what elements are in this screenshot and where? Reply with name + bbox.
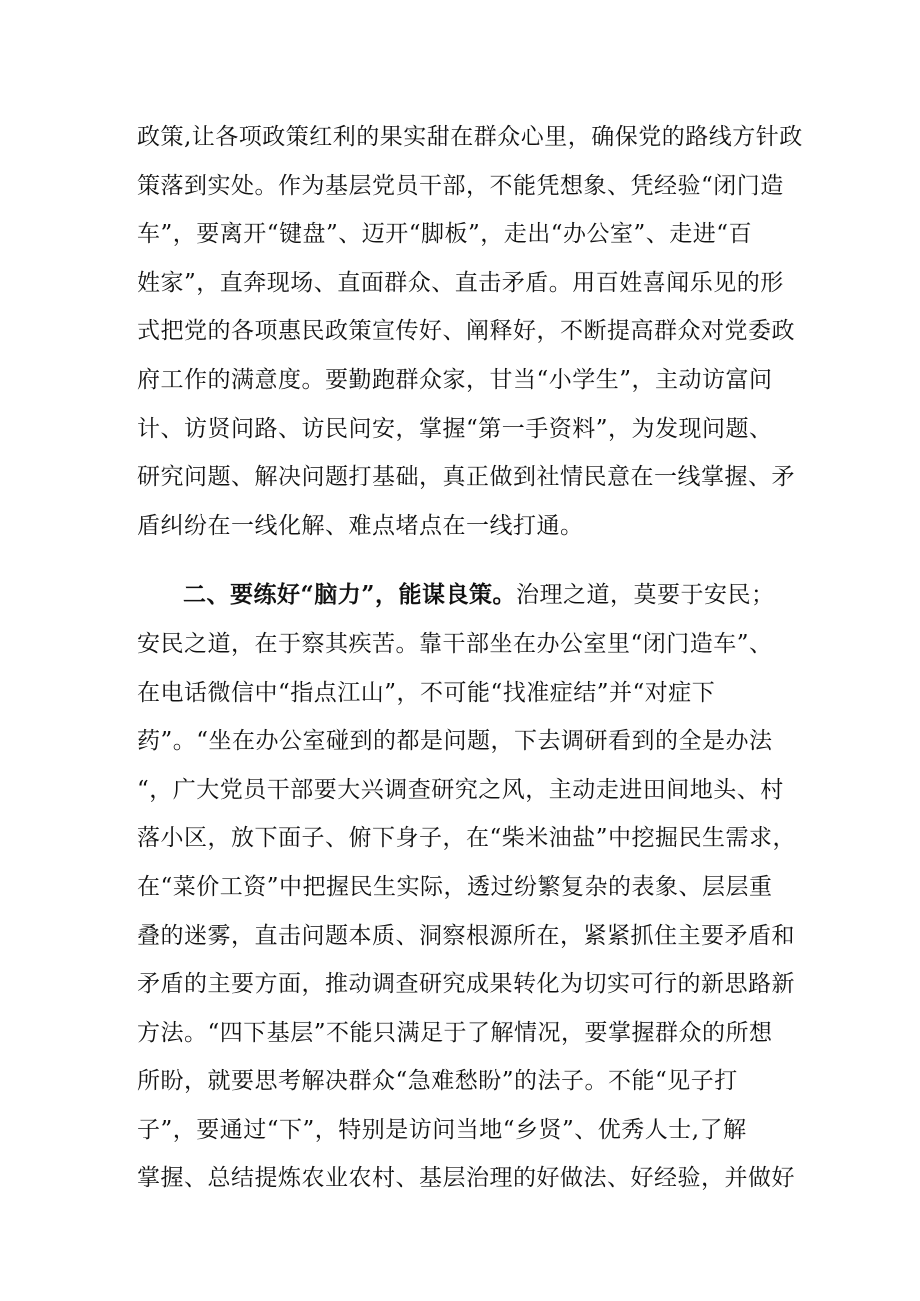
section-heading: 二、要练好“脑力”，能谋良策。 xyxy=(183,581,516,609)
heading-continuation: 治理之道，莫要于安民； xyxy=(515,582,775,609)
text-line: 子”，要通过“下”，特别是访问当地“乡贤”、优秀人士,了解 xyxy=(137,1116,747,1143)
text-line: 盾纠纷在一线化解、难点堵点在一线打通。 xyxy=(137,512,584,539)
text-line: 所盼，就要思考解决群众“急难愁盼”的法子。不能“见子打 xyxy=(137,1068,738,1095)
text-line: 计、访贤问路、访民问安，掌握“第一手资料”，为发现问题、 xyxy=(137,415,773,442)
text-line: 安民之道，在于察其疾苦。靠干部坐在办公室里“闭门造车”、 xyxy=(137,630,773,657)
text-line: 矛盾的主要方面，推动调查研究成果转化为切实可行的新思路新 xyxy=(137,971,795,998)
text-line: 药”。“坐在办公室碰到的都是问题，下去调研看到的全是办法 xyxy=(137,728,773,755)
document-body xyxy=(137,113,803,1203)
text-line: 策落到实处。作为基层党员干部，不能凭想象、凭经验“闭门造 xyxy=(137,172,784,199)
text-line-first xyxy=(137,571,797,620)
paragraph-spacer xyxy=(137,550,797,571)
text-line: 政策,让各项政策红利的果实甜在群众心里，确保党的路线方针政 xyxy=(137,124,803,150)
text-line: 姓家”，直奔现场、直面群众、直击矛盾。用百姓喜闻乐见的形 xyxy=(137,269,784,296)
paragraph-1 xyxy=(137,113,803,550)
text-line: 在电话微信中“指点江山”，不可能“找准症结”并“对症下 xyxy=(137,679,716,706)
text-line: 车”，要离开“键盘”、迈开“脚板”，走出“办公室”、走进“百 xyxy=(137,221,753,248)
text-line: 府工作的满意度。要勤跑群众家，甘当“小学生”，主动访富问 xyxy=(137,366,773,393)
text-line: 落小区，放下面子、俯下身子，在“柴米油盐”中挖掘民生需求， xyxy=(137,825,797,852)
text-line: 研究问题、解决问题打基础，真正做到社情民意在一线掌握、矛 xyxy=(137,464,795,491)
text-line: 在“菜价工资”中把握民生实际，透过纷繁复杂的表象、层层重 xyxy=(137,873,773,900)
text-line: 式把党的各项惠民政策宣传好、阐释好，不断提高群众对党委政 xyxy=(137,318,795,345)
text-line: 掌握、总结提炼农业农村、基层治理的好做法、好经验，并做好 xyxy=(137,1165,795,1192)
text-line: “，广大党员干部要大兴调查研究之风，主动走进田间地头、村 xyxy=(137,776,784,803)
paragraph-2 xyxy=(137,571,797,1203)
text-line: 方法。“四下基层”不能只满足于了解情况，要掌握群众的所想 xyxy=(137,1019,773,1046)
text-line: 叠的迷雾，直击问题本质、洞察根源所在，紧紧抓住主要矛盾和 xyxy=(137,922,795,949)
